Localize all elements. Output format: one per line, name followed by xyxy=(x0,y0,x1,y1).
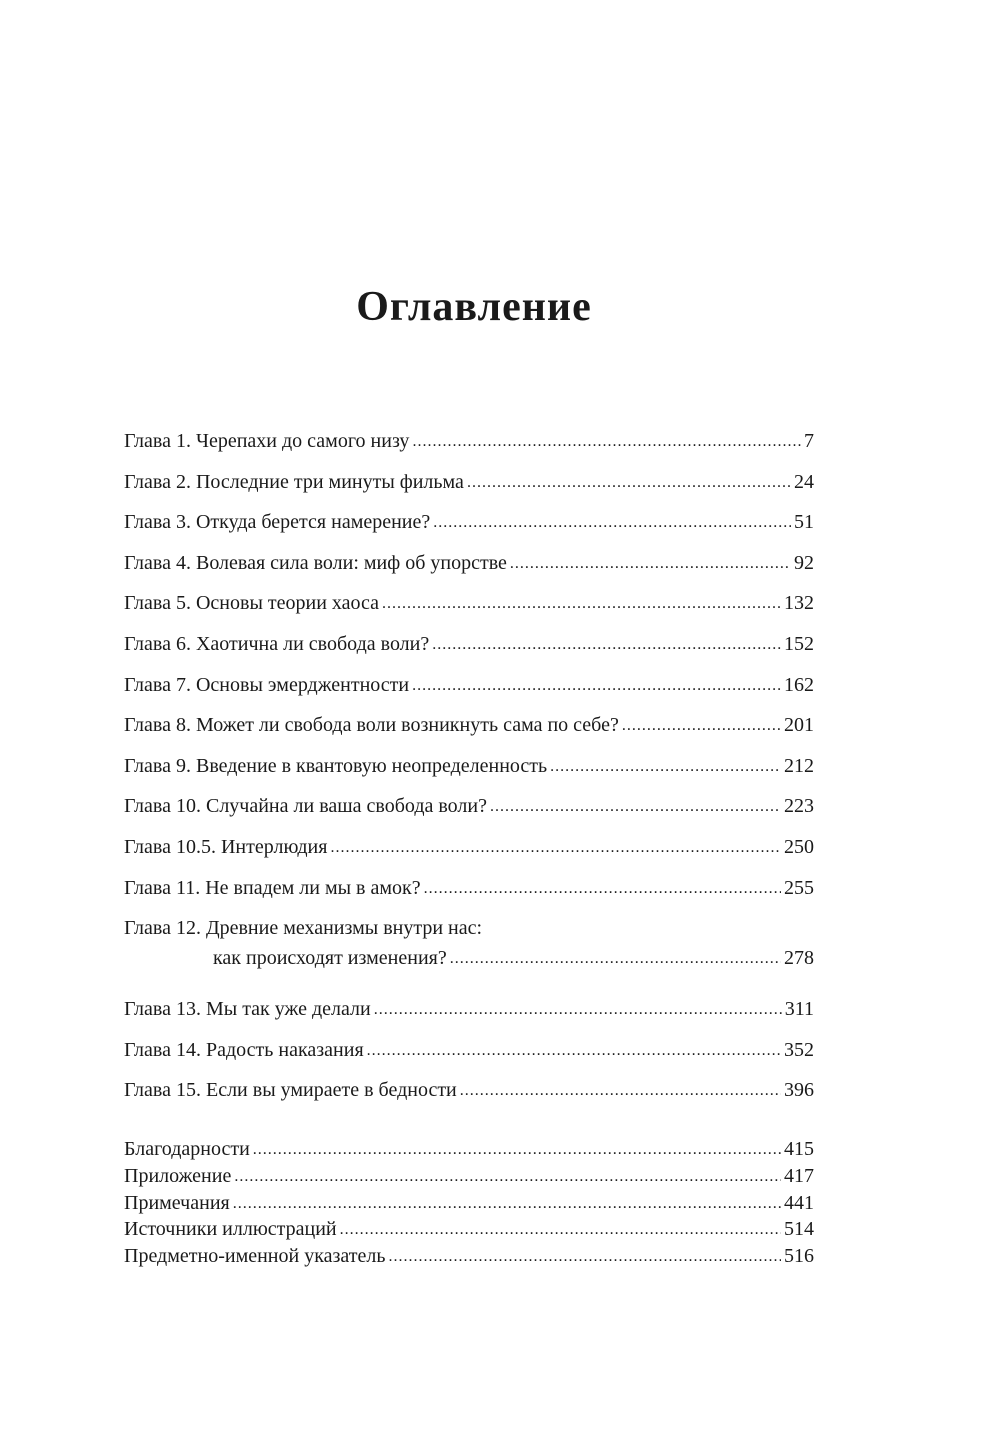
toc-entry-page: 212 xyxy=(784,754,814,777)
dot-leader xyxy=(510,551,791,574)
dot-leader xyxy=(432,632,781,655)
dot-leader xyxy=(340,1217,781,1240)
toc-entry-label: Глава 9. Введение в квантовую неопределенность xyxy=(124,754,548,777)
toc-entry-chapter-12-continuation xyxy=(124,947,814,987)
dot-leader xyxy=(424,876,781,899)
toc-entry-chapter-14[interactable] xyxy=(124,1039,814,1080)
toc-entry-label-line2: как происходят изменения? xyxy=(213,947,447,970)
toc-entry-chapter-12[interactable] xyxy=(124,917,814,998)
dot-leader xyxy=(412,429,801,452)
toc-entry-chapter-7[interactable] xyxy=(124,674,814,715)
dot-leader xyxy=(233,1191,781,1214)
toc-entry-chapter-1[interactable] xyxy=(124,430,814,471)
toc-entry-chapter-11[interactable] xyxy=(124,877,814,918)
dot-leader xyxy=(412,673,781,696)
toc-entry-label: Глава 6. Хаотична ли свобода воли? xyxy=(124,632,430,655)
toc-entry-page: 352 xyxy=(784,1038,814,1061)
toc-entry-label: Примечания xyxy=(124,1191,230,1214)
chapter-list xyxy=(124,430,814,1120)
toc-entry-chapter-6[interactable] xyxy=(124,633,814,674)
toc-entry-label-line1: Глава 12. Древние механизмы внутри нас: xyxy=(124,917,483,940)
toc-entry-label: Глава 10.5. Интерлюдия xyxy=(124,835,328,858)
toc-entry-label: Глава 4. Волевая сила воли: миф об упорстве xyxy=(124,551,507,574)
toc-entry-chapter-9[interactable] xyxy=(124,755,814,796)
dot-leader xyxy=(388,1244,781,1267)
toc-entry-page: 201 xyxy=(784,714,814,737)
toc-entry-chapter-5[interactable] xyxy=(124,592,814,633)
toc-entry-label: Глава 14. Радость наказания xyxy=(124,1038,364,1061)
toc-entry-page: 250 xyxy=(784,835,814,858)
dot-leader xyxy=(550,754,781,777)
toc-entry-index[interactable] xyxy=(124,1245,814,1272)
toc-entry-notes[interactable] xyxy=(124,1192,814,1219)
toc-entry-label: Глава 5. Основы теории хаоса xyxy=(124,592,380,615)
toc-entry-chapter-10-5[interactable] xyxy=(124,836,814,877)
toc-entry-chapter-13[interactable] xyxy=(124,998,814,1039)
toc-entry-label: Глава 7. Основы эмерджентности xyxy=(124,673,410,696)
toc-entry-page: 514 xyxy=(784,1218,814,1241)
toc-entry-appendix[interactable] xyxy=(124,1165,814,1192)
toc-entry-label: Глава 3. Откуда берется намерение? xyxy=(124,511,431,534)
dot-leader xyxy=(460,1078,781,1101)
toc-entry-label: Глава 2. Последние три минуты фильма xyxy=(124,470,464,493)
dot-leader xyxy=(490,794,781,817)
toc-entry-chapter-4[interactable] xyxy=(124,552,814,593)
toc-entry-chapter-15[interactable] xyxy=(124,1079,814,1120)
toc-entry-page: 7 xyxy=(804,430,814,452)
toc-entry-page: 417 xyxy=(784,1164,814,1187)
dot-leader xyxy=(382,591,781,614)
toc-entry-page: 311 xyxy=(784,998,814,1021)
toc-entry-label: Глава 11. Не впадем ли мы в амок? xyxy=(124,876,421,899)
toc-entry-page: 162 xyxy=(784,673,814,696)
toc-entry-label: Глава 13. Мы так уже делали xyxy=(124,998,371,1021)
toc-entry-page: 152 xyxy=(784,632,814,655)
toc-entry-page: 255 xyxy=(784,876,814,899)
toc-entry-label: Источники иллюстраций xyxy=(124,1218,337,1241)
table-of-contents xyxy=(124,430,814,1272)
dot-leader xyxy=(622,713,781,736)
toc-entry-page: 441 xyxy=(784,1191,814,1214)
dot-leader xyxy=(374,997,782,1020)
toc-entry-page: 92 xyxy=(794,551,814,574)
dot-leader xyxy=(253,1137,781,1160)
toc-entry-chapter-8[interactable] xyxy=(124,714,814,755)
dot-leader xyxy=(467,470,791,493)
toc-entry-page: 223 xyxy=(784,795,814,818)
back-matter-list xyxy=(124,1138,814,1272)
dot-leader xyxy=(433,510,791,533)
toc-entry-page: 396 xyxy=(784,1079,814,1102)
toc-entry-label: Благодарности xyxy=(124,1137,250,1160)
toc-entry-page: 516 xyxy=(784,1245,814,1268)
toc-entry-illustration-sources[interactable] xyxy=(124,1218,814,1245)
toc-entry-label: Глава 10. Случайна ли ваша свобода воли? xyxy=(124,795,487,818)
dot-leader xyxy=(330,835,781,858)
toc-entry-page: 415 xyxy=(784,1137,814,1160)
toc-entry-label: Глава 8. Может ли свобода воли возникнуть сама по себе? xyxy=(124,714,619,737)
page-title: Оглавление xyxy=(356,284,592,330)
toc-entry-label: Предметно-именной указатель xyxy=(124,1245,386,1268)
toc-entry-page: 24 xyxy=(794,470,814,493)
toc-entry-page: 51 xyxy=(794,511,814,534)
dot-leader xyxy=(234,1164,781,1187)
toc-entry-page: 132 xyxy=(784,592,814,615)
toc-entry-chapter-3[interactable] xyxy=(124,511,814,552)
toc-entry-label: Приложение xyxy=(124,1164,232,1187)
toc-entry-label: Глава 1. Черепахи до самого низу xyxy=(124,430,410,452)
toc-entry-chapter-10[interactable] xyxy=(124,795,814,836)
toc-entry-label: Глава 15. Если вы умираете в бедности xyxy=(124,1079,457,1102)
toc-entry-acknowledgements[interactable] xyxy=(124,1138,814,1165)
dot-leader xyxy=(367,1038,781,1061)
toc-entry-page: 278 xyxy=(784,947,814,970)
toc-entry-chapter-2[interactable] xyxy=(124,471,814,512)
dot-leader xyxy=(450,946,781,969)
